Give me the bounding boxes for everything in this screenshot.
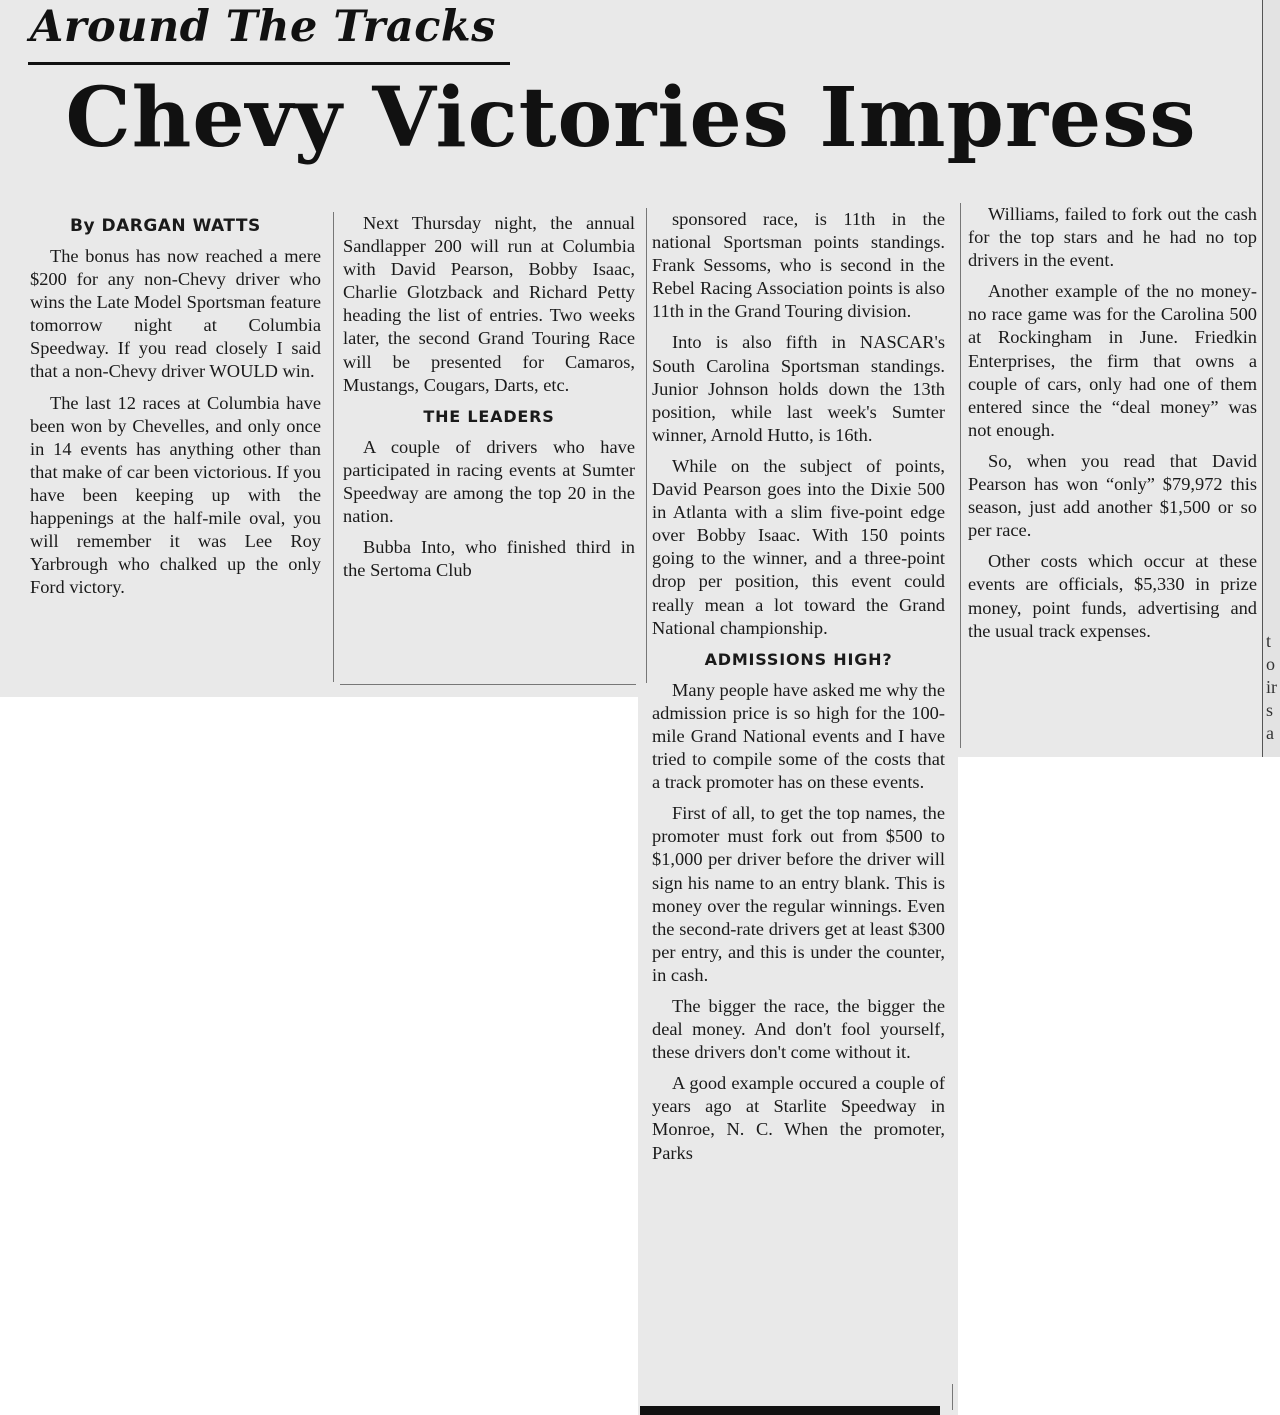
bottom-rule (640, 1406, 940, 1415)
subhead-the-leaders: THE LEADERS (423, 406, 555, 426)
paragraph: The bonus has now reached a mere $200 for any non-Chevy driver who wins the Late Model Sportsman feature tomorrow night at Columbia Speedway. If you read closely I said that a non-Chevy driver WOULD win. (30, 246, 321, 382)
paragraph: A couple of drivers who have participated in racing events at Sumter Speedway are among the top 20 in the nation. (343, 436, 635, 527)
paragraph: Next Thursday night, the annual Sandlapper 200 will run at Columbia with David Pearson, Bobby Isaac, Charlie Glotzback and Richard Petty heading the list of entries. Two weeks later, the second Grand Touring Race will be presented for Camaros, Mustangs, Cougars, Darts, etc. (343, 213, 635, 395)
column-divider (333, 212, 334, 682)
column-divider (646, 208, 647, 683)
subhead-admissions-high: ADMISSIONS HIGH? (704, 649, 893, 669)
paragraph: The last 12 races at Columbia have been won by Chevelles, and only once in 14 events has anything other than that make of car been victorious. If you have been keeping up with the happenings at the half-mile oval, you will remember it was Lee Roy Yarbrough who chalked up the only Ford victory. (30, 392, 321, 598)
paragraph: Williams, failed to fork out the cash for the top stars and he had no top drivers in the event. (968, 204, 1257, 271)
text-fragment: s (1266, 700, 1274, 720)
article-column-1 (30, 245, 321, 599)
adjacent-text-fragments (1266, 630, 1277, 745)
paragraph: The bigger the race, the bigger the deal money. And don't fool yourself, these drivers don't come without it. (652, 996, 945, 1063)
paragraph: Into is also fifth in NASCAR's South Carolina Sportsman standings. Junior Johnson holds down the 13th position, while last week's Sumter winner, Arnold Hutto, is 16th. (652, 332, 945, 445)
paragraph: First of all, to get the top names, the promoter must fork out from $500 to $1,000 per driver before the driver will sign his name to an entry blank. This is money over the regular winnings. Even the second-rate drivers get at least $300 per entry, and this is under the counter, in cash. (652, 803, 945, 985)
paragraph: sponsored race, is 11th in the national Sportsman points standings. Frank Sessoms, who is second in the Rebel Racing Association points is also 11th in the Grand Touring division. (652, 209, 945, 322)
text-fragment: o (1266, 654, 1275, 674)
byline: By DARGAN WATTS (70, 216, 261, 236)
paragraph: Many people have asked me why the admission price is so high for the 100-mile Grand National events and I have tried to compile some of the costs that a track promoter has on these events. (652, 679, 945, 793)
page-edge-rule (1262, 0, 1263, 757)
paragraph: Another example of the no money-no race game was for the Carolina 500 at Rockingham in June. Friedkin Enterprises, the firm that owns a couple of cars, only had one of them entered since the “deal money” was not enough. (968, 281, 1257, 440)
paragraph: A good example occured a couple of years ago at Starlite Speedway in Monroe, N. C. When the promoter, Parks (652, 1073, 945, 1163)
paragraph: Bubba Into, who finished third in the Sertoma Club (343, 537, 635, 581)
article-column-3 (652, 208, 945, 1165)
clipping-right-tail (958, 697, 1262, 757)
column-divider (960, 203, 961, 748)
text-fragment: t (1266, 631, 1272, 651)
paragraph: Other costs which occur at these events are officials, $5,330 in prize money, point funds, advertising and the usual track expenses. (968, 551, 1257, 641)
column-end-rule (340, 684, 636, 685)
headline: Chevy Victories Impress (65, 70, 1197, 166)
text-fragment: ir (1266, 677, 1277, 697)
article-column-4 (968, 203, 1257, 643)
kicker-title: Around The Tracks (30, 2, 496, 52)
paragraph: While on the subject of points, David Pearson goes into the Dixie 500 in Atlanta with a slim five-point edge over Bobby Isaac. With 150 points going to the winner, and a three-point drop per position, this event could really mean a lot toward the Grand National championship. (652, 455, 945, 638)
article-column-2 (343, 212, 635, 582)
paragraph: So, when you read that David Pearson has won “only” $79,972 this season, just add another $1,500 or so per race. (968, 450, 1257, 541)
text-fragment: a (1266, 723, 1274, 743)
column-end-rule (952, 1384, 953, 1410)
kicker-underline (28, 62, 510, 65)
